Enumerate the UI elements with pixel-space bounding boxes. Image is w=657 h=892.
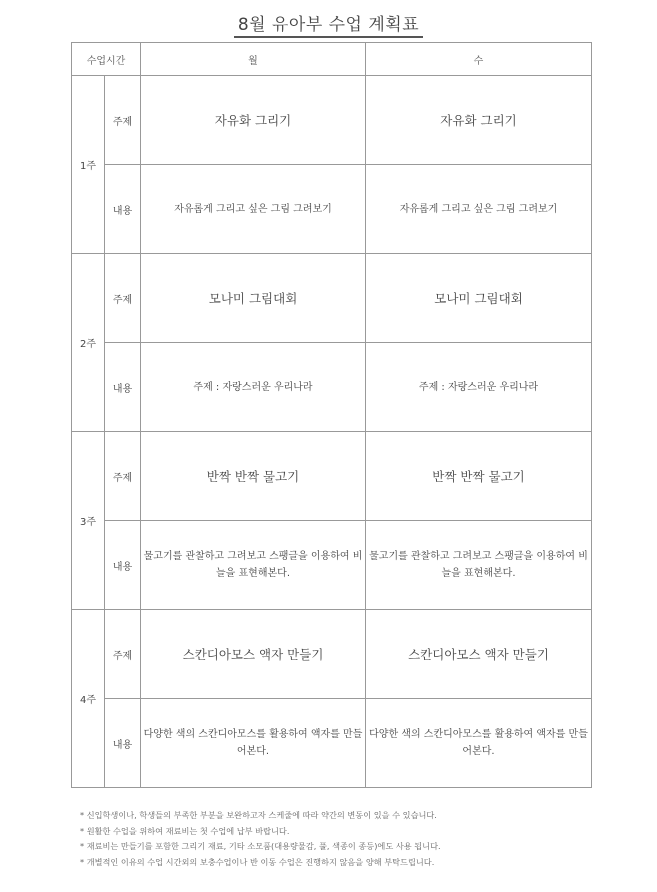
header-wednesday: 수 — [366, 43, 592, 76]
week-2-wednesday-content: 주제 : 자랑스러운 우리나라 — [366, 343, 592, 432]
week-1-wednesday-topic: 자유화 그리기 — [366, 76, 592, 165]
note-item: * 재료비는 만들기를 포함한 그리기 재료, 기타 소모품(대용량물감, 풀, 색종이 종등)에도 사용 됩니다. — [80, 841, 441, 851]
note-item: * 개별적인 이유의 수업 시간외의 보충수업이나 반 이동 수업은 진행하지 않음을 양해 부탁드립니다. — [80, 856, 435, 867]
topic-label: 주제 — [105, 254, 141, 343]
week-1-monday-topic: 자유화 그리기 — [141, 76, 366, 165]
week-4-monday-content: 다양한 색의 스칸디아모스를 활용하여 액자를 만들어본다. — [141, 699, 366, 788]
note-item: * 원활한 수업을 위하여 재료비는 첫 수업에 납부 바랍니다. — [80, 825, 290, 836]
week-2-wednesday-topic: 모나미 그림대회 — [366, 254, 592, 343]
week-4-topic-row — [72, 610, 592, 699]
content-label: 내용 — [105, 165, 141, 254]
content-label: 내용 — [105, 699, 141, 788]
week-2-label: 2주 — [72, 254, 105, 432]
week-1-wednesday-content: 자유롭게 그리고 싶은 그림 그려보기 — [366, 165, 592, 254]
week-3-monday-content: 물고기를 관찰하고 그려보고 스팽글을 이용하여 비늘을 표현해본다. — [141, 521, 366, 610]
week-2-content-row — [72, 343, 592, 432]
document-title-text: 8월 유아부 수업 계획표 — [234, 10, 423, 38]
topic-label: 주제 — [105, 610, 141, 699]
note-item: * 신입학생이나, 학생들의 부족한 부분을 보완하고자 스케줄에 따라 약간의 변동이 있을 수 있습니다. — [80, 810, 437, 820]
header-time: 수업시간 — [72, 43, 141, 76]
week-1-monday-content: 자유롭게 그리고 싶은 그림 그려보기 — [141, 165, 366, 254]
table-header-row — [72, 43, 592, 76]
week-3-monday-topic: 반짝 반짝 물고기 — [141, 432, 366, 521]
week-4-monday-topic: 스칸디아모스 액자 만들기 — [141, 610, 366, 699]
week-3-label: 3주 — [72, 432, 105, 610]
week-1-topic-row — [72, 76, 592, 165]
week-4-wednesday-topic: 스칸디아모스 액자 만들기 — [366, 610, 592, 699]
week-2-monday-content: 주제 : 자랑스러운 우리나라 — [141, 343, 366, 432]
week-4-label: 4주 — [72, 610, 105, 788]
week-4-content-row — [72, 699, 592, 788]
header-monday: 월 — [141, 43, 366, 76]
content-label: 내용 — [105, 521, 141, 610]
lesson-plan-table — [71, 42, 592, 788]
week-3-wednesday-topic: 반짝 반짝 물고기 — [366, 432, 592, 521]
week-3-topic-row — [72, 432, 592, 521]
week-4-wednesday-content: 다양한 색의 스칸디아모스를 활용하여 액자를 만들어본다. — [366, 699, 592, 788]
topic-label: 주제 — [105, 432, 141, 521]
week-2-topic-row — [72, 254, 592, 343]
week-3-wednesday-content: 물고기를 관찰하고 그려보고 스팽글을 이용하여 비늘을 표현해본다. — [366, 521, 592, 610]
week-1-content-row — [72, 165, 592, 254]
week-2-monday-topic: 모나미 그림대회 — [141, 254, 366, 343]
content-label: 내용 — [105, 343, 141, 432]
document-title — [0, 10, 657, 38]
notes-section — [80, 808, 640, 870]
week-3-content-row — [72, 521, 592, 610]
week-1-label: 1주 — [72, 76, 105, 254]
topic-label: 주제 — [105, 76, 141, 165]
